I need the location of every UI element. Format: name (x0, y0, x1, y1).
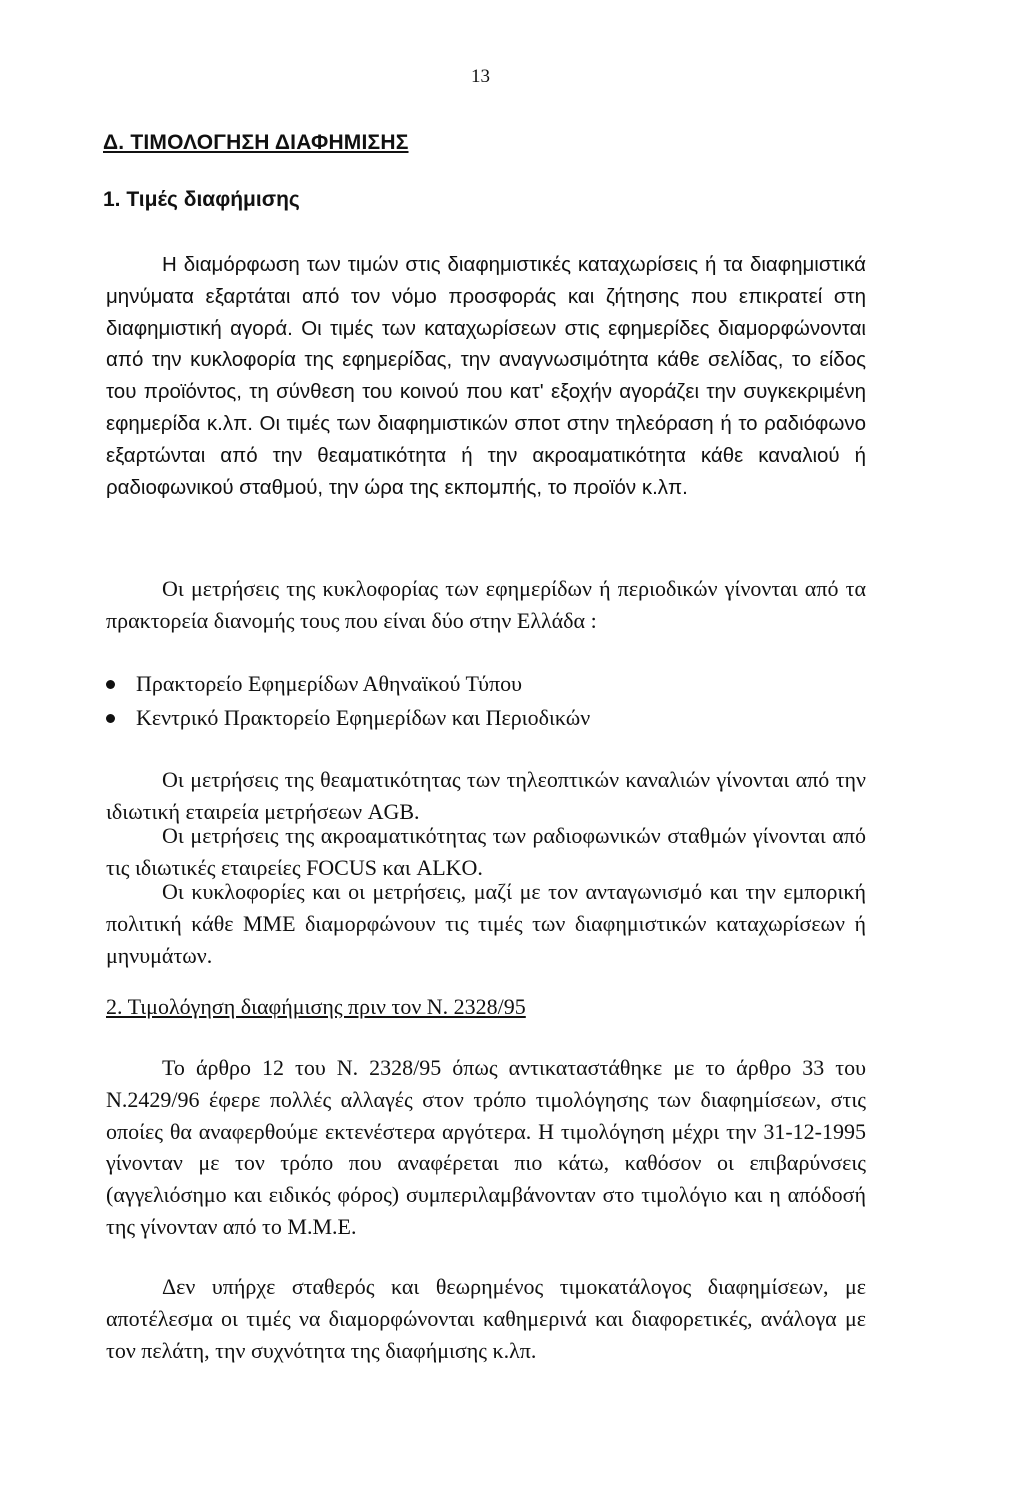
paragraph-no-price-list: Δεν υπήρχε σταθερός και θεωρημένος τιμοκατάλογος διαφημίσεων, με αποτέλεσμα οι τιμές να διαμορφώνονται καθημερινά και διαφορετικές, ανάλογα με τον πελάτη, την συχνότητα της διαφήμισης κ.λπ. (106, 1274, 866, 1363)
bullet-icon (106, 680, 115, 689)
paragraph-law-changes: Το άρθρο 12 του Ν. 2328/95 όπως αντικαταστάθηκε με το άρθρο 33 του Ν.2429/96 έφερε πολλές αλλαγές στον τρόπο τιμολόγησης των διαφημίσεων, στις οποίες θα αναφερθούμε εκτενέστερα αργότερα. Η τιμολόγηση μέχρι την 31-12-1995 γίνονταν με τον τρόπο που αναφέρεται πιο κάτω, καθόσον οι επιβαρύνσεις (αγγελιόσημο και ειδικός φόρος) συμπεριλαμβάνονταν στο τιμολόγιο και η απόδοσή της γίνονταν από το Μ.Μ.Ε. (106, 1055, 866, 1239)
page-number: 13 (471, 66, 490, 87)
agencies-list (106, 667, 590, 735)
list-item: Κεντρικό Πρακτορείο Εφημερίδων και Περιοδικών (106, 701, 590, 735)
paragraph-pricing-formation: Η διαμόρφωση των τιμών στις διαφημιστικές καταχωρίσεις ή τα διαφημιστικά μηνύματα εξαρτάται από τον νόμο προσφοράς και ζήτησης που επικρατεί στη διαφημιστική αγορά. Οι τιμές των καταχωρίσεων στις εφημερίδες διαμορφώνονται από την κυκλοφορία της εφημερίδας, την αναγνωσιμότητα κάθε σελίδας, το είδος του προϊόντος, τη σύνθεση του κοινού που κατ' εξοχήν αγοράζει την συγκεκριμένη εφημερίδα κ.λπ. Οι τιμές των διαφημιστικών σποτ στην τηλεόραση ή το ραδιόφωνο εξαρτώνται από την θεαματικότητα ή την ακροαματικότητα κάθε καναλιού ή ραδιοφωνικού σταθμού, την ώρα της εκπομπής, το προϊόν κ.λπ. (106, 253, 866, 499)
paragraph-tv-ratings: Οι μετρήσεις της θεαματικότητας των τηλεοπτικών καναλιών γίνονται από την ιδιωτική εταιρεία μετρήσεων AGB. (106, 767, 866, 824)
section-heading: Δ. ΤΙΜΟΛΟΓΗΣΗ ΔΙΑΦΗΜΙΣΗΣ (103, 131, 409, 154)
paragraph-pricing-factors: Οι κυκλοφορίες και οι μετρήσεις, μαζί με τον ανταγωνισμό και την εμπορική πολιτική κάθε ΜΜΕ διαμορφώνουν τις τιμές των διαφημιστικών καταχωρίσεων ή μηνυμάτων. (106, 879, 866, 968)
paragraph-radio-ratings: Οι μετρήσεις της ακροαματικότητας των ραδιοφωνικών σταθμών γίνονται από τις ιδιωτικές εταιρείες FOCUS και ALKO. (106, 823, 866, 880)
subsection-2-heading: 2. Τιμολόγηση διαφήμισης πριν τον Ν. 2328/95 (106, 994, 526, 1019)
list-item: Πρακτορείο Εφημερίδων Αθηναϊκού Τύπου (106, 667, 590, 701)
subsection-1-heading: 1. Τιμές διαφήμισης (103, 188, 300, 211)
paragraph-circulation-measurements: Οι μετρήσεις της κυκλοφορίας των εφημερίδων ή περιοδικών γίνονται από τα πρακτορεία διανομής τους που είναι δύο στην Ελλάδα : (106, 576, 866, 633)
bullet-icon (106, 714, 115, 723)
